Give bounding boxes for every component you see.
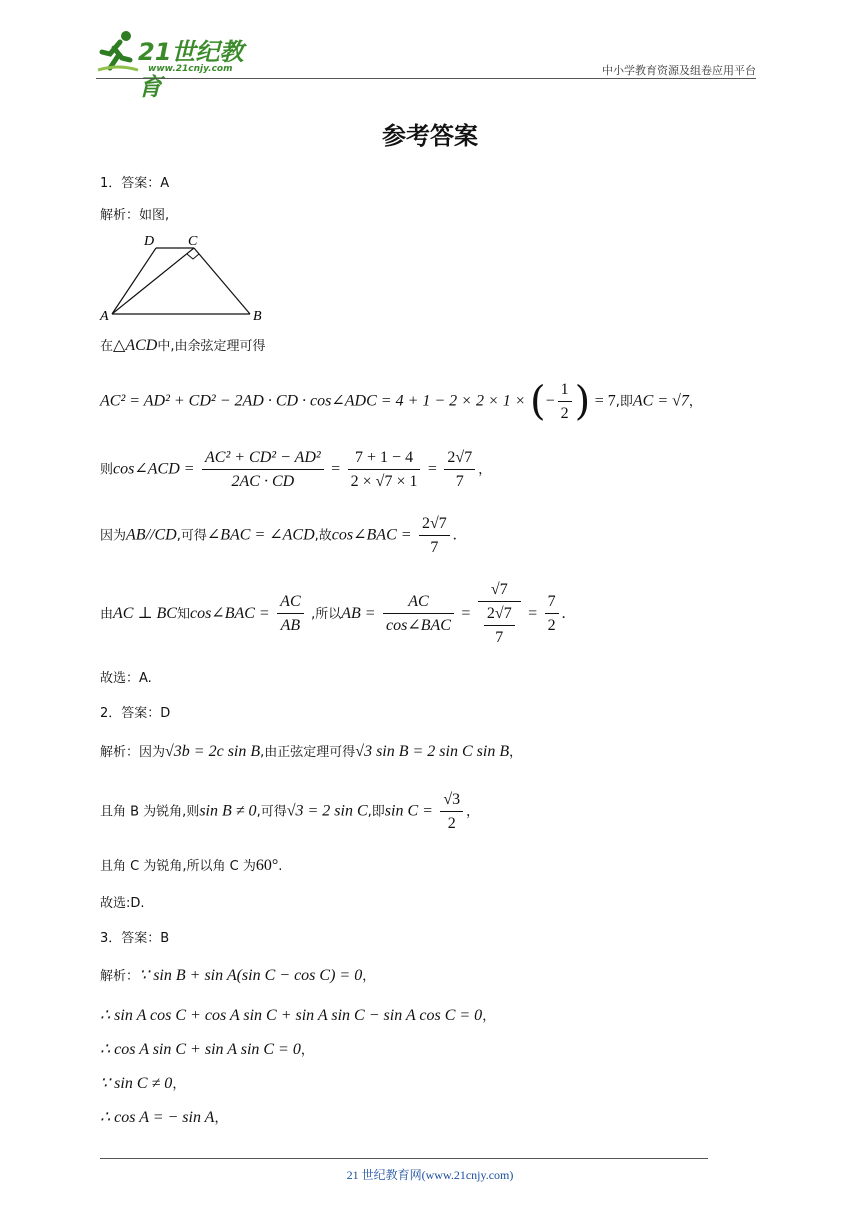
- logo-url: www.21cnjy.com: [148, 64, 233, 74]
- q3-line5: ∴ cos A = − sin A，: [100, 1109, 228, 1126]
- q1-answer: 1．答案：A: [100, 176, 170, 191]
- q1-intro: 解析：如图,: [100, 208, 170, 223]
- q1-choice: 故选：A.: [100, 671, 152, 686]
- site-logo[interactable]: [96, 30, 266, 101]
- q3-answer: 3．答案：B: [100, 931, 170, 946]
- q2-line1: 解析：因为√3b = 2c sin B,由正弦定理可得√3 sin B = 2 sin C sin B，: [100, 743, 523, 760]
- q1-line5: 由AC ⊥ BC知cos∠BAC = $\frac{AC}{AB}$ ,所以AB = $\frac{AC}{\text{cos∠BAC}}$ = $\frac{√7}{\frac{2√7}{7}}$ = $\frac{7}{2}$ .: [100, 581, 566, 647]
- trapezoid-figure: [98, 232, 270, 324]
- q1-line1: 在△ACD中,由余弦定理可得: [100, 337, 266, 354]
- header-platform-text: 中小学教育资源及组卷应用平台: [602, 64, 756, 77]
- label-C: C: [188, 234, 198, 249]
- q2-line2: 且角 B 为锐角,则sin B ≠ 0,可得√3 = 2 sin C,即sin C = $\frac{√3}{2}$ ，: [100, 791, 480, 833]
- q2-choice: 故选:D.: [100, 896, 145, 911]
- q2-answer: 2．答案：D: [100, 706, 171, 721]
- label-D: D: [144, 234, 155, 249]
- logo-text: 21世纪教育: [138, 38, 244, 101]
- triangle-ACD: △ACD: [113, 337, 158, 354]
- page-title: 参考答案: [382, 122, 478, 150]
- label-B: B: [253, 309, 262, 324]
- label-A: A: [100, 309, 109, 324]
- footer-divider: [100, 1158, 708, 1159]
- q3-line4: ∵ sin C ≠ 0，: [100, 1075, 186, 1092]
- q2-line3: 且角 C 为锐角,所以角 C 为60°.: [100, 857, 283, 874]
- q3-line1: 解析：∵ sin B + sin A(sin C − cos C) = 0，: [100, 967, 376, 984]
- q1-line3: 则cos∠ACD = $\frac{\text{AC² + CD² − AD²}}{2AC \cdot CD}$ = $\frac{7 + 1 - 4}{2 \times √7 \times 1}$ = $\frac{2√7}{7}$ ，: [100, 449, 492, 491]
- q3-line3: ∴ cos A sin C + sin A sin C = 0，: [100, 1041, 314, 1058]
- q3-line2: ∴ sin A cos C + cos A sin C + sin A sin C − sin A cos C = 0，: [100, 1007, 496, 1024]
- runner-logo-icon: [96, 30, 140, 74]
- footer-link[interactable]: 21 世纪教育网(www.21cnjy.com): [346, 1168, 514, 1182]
- q1-line2: AC² = AD² + CD² − 2AD · CD · cos∠ADC = 4 + 1 − 2 × 2 × 1 × (− $\frac{1}{2}$ ) = 7,即AC = √7，: [100, 378, 702, 425]
- q1-line4: 因为AB//CD,可得∠BAC = ∠ACD,故cos∠BAC = $\frac{2√7}{7}$ .: [100, 515, 457, 557]
- header-divider: [96, 78, 756, 79]
